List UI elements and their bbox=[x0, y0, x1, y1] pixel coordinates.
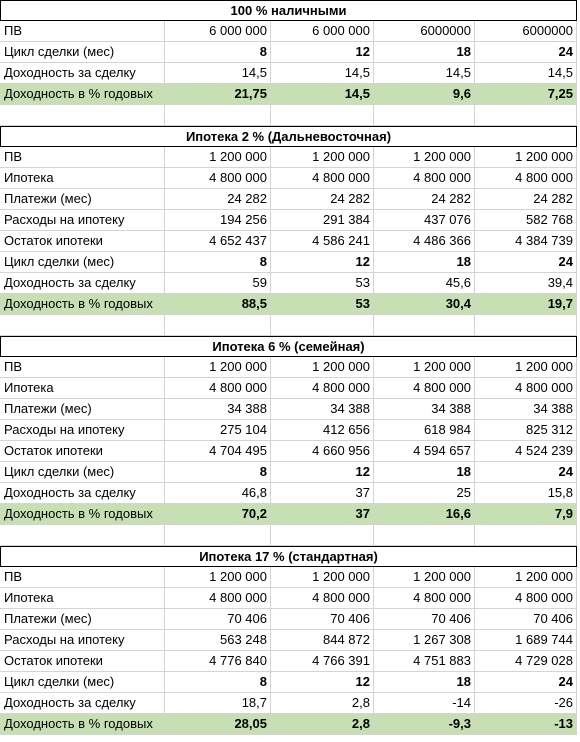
table-row bbox=[0, 651, 577, 672]
value-cell[interactable]: 4 800 000 bbox=[374, 588, 475, 608]
value-cell[interactable]: 24 282 bbox=[475, 189, 577, 209]
value-cell[interactable]: 4 766 391 bbox=[271, 651, 374, 671]
value-cell[interactable]: -9,3 bbox=[374, 714, 475, 734]
value-cell[interactable]: 16,6 bbox=[374, 504, 475, 524]
value-cell[interactable]: 88,5 bbox=[165, 294, 271, 314]
value-cell[interactable]: 1 200 000 bbox=[165, 567, 271, 587]
table-row bbox=[0, 462, 577, 483]
value-cell[interactable]: 70 406 bbox=[374, 609, 475, 629]
value-cell[interactable]: 70 406 bbox=[165, 609, 271, 629]
value-cell[interactable]: 45,6 bbox=[374, 273, 475, 293]
empty-cell[interactable] bbox=[165, 105, 271, 125]
empty-cell[interactable] bbox=[475, 525, 577, 545]
row-label-cell[interactable]: ПВ bbox=[0, 567, 165, 587]
section-title[interactable]: Ипотека 17 % (стандартная) bbox=[0, 546, 577, 567]
value-cell[interactable]: 4 594 657 bbox=[374, 441, 475, 461]
value-cell[interactable]: 4 800 000 bbox=[475, 378, 577, 398]
row-label-cell[interactable]: Доходность за сделку bbox=[0, 483, 165, 503]
value-cell[interactable]: 4 800 000 bbox=[475, 588, 577, 608]
row-label-cell[interactable]: Доходность в % годовых bbox=[0, 84, 165, 104]
value-cell[interactable]: 4 800 000 bbox=[374, 168, 475, 188]
row-label-cell[interactable]: Расходы на ипотеку bbox=[0, 630, 165, 650]
value-cell[interactable]: 6000000 bbox=[374, 21, 475, 41]
table-row bbox=[0, 378, 577, 399]
table-row bbox=[0, 693, 577, 714]
table-row bbox=[0, 252, 577, 273]
row-label-cell[interactable]: Цикл сделки (мес) bbox=[0, 462, 165, 482]
value-cell[interactable]: 59 bbox=[165, 273, 271, 293]
empty-cell[interactable] bbox=[475, 105, 577, 125]
value-cell[interactable]: 21,75 bbox=[165, 84, 271, 104]
value-cell[interactable]: 70,2 bbox=[165, 504, 271, 524]
section-title-row bbox=[0, 336, 577, 357]
row-label-cell[interactable]: ПВ bbox=[0, 21, 165, 41]
value-cell[interactable]: 4 776 840 bbox=[165, 651, 271, 671]
row-label-cell[interactable]: Ипотека bbox=[0, 168, 165, 188]
row-label-cell[interactable]: Платежи (мес) bbox=[0, 609, 165, 629]
row-label-cell[interactable]: Доходность в % годовых bbox=[0, 294, 165, 314]
value-cell[interactable]: 14,5 bbox=[475, 63, 577, 83]
value-cell[interactable]: 24 bbox=[475, 252, 577, 272]
value-cell[interactable]: 30,4 bbox=[374, 294, 475, 314]
row-label-cell[interactable]: ПВ bbox=[0, 147, 165, 167]
value-cell[interactable]: 1 200 000 bbox=[165, 147, 271, 167]
value-cell[interactable]: 4 751 883 bbox=[374, 651, 475, 671]
row-label-cell[interactable]: ПВ bbox=[0, 357, 165, 377]
value-cell[interactable]: 291 384 bbox=[271, 210, 374, 230]
row-label-cell[interactable]: Остаток ипотеки bbox=[0, 651, 165, 671]
value-cell[interactable]: 1 200 000 bbox=[374, 567, 475, 587]
value-cell[interactable]: 24 bbox=[475, 42, 577, 62]
row-label-cell[interactable]: Доходность в % годовых bbox=[0, 714, 165, 734]
empty-cell[interactable] bbox=[165, 525, 271, 545]
value-cell[interactable]: 2,8 bbox=[271, 714, 374, 734]
value-cell[interactable]: 53 bbox=[271, 273, 374, 293]
value-cell[interactable]: 4 800 000 bbox=[271, 168, 374, 188]
value-cell[interactable]: 4 729 028 bbox=[475, 651, 577, 671]
empty-cell[interactable] bbox=[374, 525, 475, 545]
value-cell[interactable]: 34 388 bbox=[374, 399, 475, 419]
value-cell[interactable]: 18 bbox=[374, 462, 475, 482]
value-cell[interactable]: 24 282 bbox=[165, 189, 271, 209]
value-cell[interactable]: 24 bbox=[475, 462, 577, 482]
value-cell[interactable]: 1 200 000 bbox=[475, 357, 577, 377]
value-cell[interactable]: 4 800 000 bbox=[165, 588, 271, 608]
value-cell[interactable]: 70 406 bbox=[271, 609, 374, 629]
table-row bbox=[0, 84, 577, 105]
value-cell[interactable]: 18,7 bbox=[165, 693, 271, 713]
value-cell[interactable]: 7,9 bbox=[475, 504, 577, 524]
value-cell[interactable]: 14,5 bbox=[165, 63, 271, 83]
table-row bbox=[0, 441, 577, 462]
value-cell[interactable]: 4 586 241 bbox=[271, 231, 374, 251]
value-cell[interactable]: 14,5 bbox=[271, 84, 374, 104]
empty-row bbox=[0, 105, 577, 126]
value-cell[interactable]: 39,4 bbox=[475, 273, 577, 293]
row-label-cell[interactable]: Расходы на ипотеку bbox=[0, 420, 165, 440]
section-title[interactable]: 100 % наличными bbox=[0, 0, 577, 21]
row-label-cell[interactable]: Расходы на ипотеку bbox=[0, 210, 165, 230]
value-cell[interactable]: 4 800 000 bbox=[165, 168, 271, 188]
table-row bbox=[0, 504, 577, 525]
value-cell[interactable]: 4 800 000 bbox=[271, 378, 374, 398]
value-cell[interactable]: -14 bbox=[374, 693, 475, 713]
row-label-cell[interactable]: Доходность за сделку bbox=[0, 693, 165, 713]
value-cell[interactable]: 24 bbox=[475, 672, 577, 692]
table-row bbox=[0, 714, 577, 735]
value-cell[interactable]: 6000000 bbox=[475, 21, 577, 41]
value-cell[interactable]: 1 200 000 bbox=[271, 567, 374, 587]
row-label-cell[interactable]: Остаток ипотеки bbox=[0, 231, 165, 251]
table-row bbox=[0, 231, 577, 252]
value-cell[interactable]: 34 388 bbox=[271, 399, 374, 419]
table-row bbox=[0, 168, 577, 189]
table-row bbox=[0, 672, 577, 693]
empty-cell[interactable] bbox=[0, 105, 165, 125]
value-cell[interactable]: 8 bbox=[165, 462, 271, 482]
section-title-row bbox=[0, 546, 577, 567]
value-cell[interactable]: 24 282 bbox=[374, 189, 475, 209]
value-cell[interactable]: 4 800 000 bbox=[271, 588, 374, 608]
empty-cell[interactable] bbox=[374, 315, 475, 335]
value-cell[interactable]: -13 bbox=[475, 714, 577, 734]
row-label-cell[interactable]: Доходность за сделку bbox=[0, 63, 165, 83]
value-cell[interactable]: 7,25 bbox=[475, 84, 577, 104]
table-row bbox=[0, 273, 577, 294]
table-row bbox=[0, 210, 577, 231]
value-cell[interactable]: 6 000 000 bbox=[271, 21, 374, 41]
value-cell[interactable]: 9,6 bbox=[374, 84, 475, 104]
value-cell[interactable]: -26 bbox=[475, 693, 577, 713]
value-cell[interactable]: 19,7 bbox=[475, 294, 577, 314]
empty-cell[interactable] bbox=[271, 315, 374, 335]
value-cell[interactable]: 37 bbox=[271, 504, 374, 524]
value-cell[interactable]: 14,5 bbox=[271, 63, 374, 83]
value-cell[interactable]: 53 bbox=[271, 294, 374, 314]
value-cell[interactable]: 1 200 000 bbox=[475, 147, 577, 167]
row-label-cell[interactable]: Остаток ипотеки bbox=[0, 441, 165, 461]
value-cell[interactable]: 4 800 000 bbox=[165, 378, 271, 398]
empty-cell[interactable] bbox=[374, 105, 475, 125]
value-cell[interactable]: 563 248 bbox=[165, 630, 271, 650]
section-title[interactable]: Ипотека 6 % (семейная) bbox=[0, 336, 577, 357]
empty-row bbox=[0, 315, 577, 336]
value-cell[interactable]: 18 bbox=[374, 252, 475, 272]
table-row bbox=[0, 147, 577, 168]
value-cell[interactable]: 18 bbox=[374, 672, 475, 692]
value-cell[interactable]: 12 bbox=[271, 672, 374, 692]
section-title-row bbox=[0, 126, 577, 147]
value-cell[interactable]: 825 312 bbox=[475, 420, 577, 440]
empty-row bbox=[0, 525, 577, 546]
value-cell[interactable]: 4 660 956 bbox=[271, 441, 374, 461]
section-title-row bbox=[0, 0, 577, 21]
value-cell[interactable]: 4 384 739 bbox=[475, 231, 577, 251]
row-label-cell[interactable]: Доходность в % годовых bbox=[0, 504, 165, 524]
value-cell[interactable]: 1 200 000 bbox=[475, 567, 577, 587]
table-row bbox=[0, 609, 577, 630]
value-cell[interactable]: 34 388 bbox=[165, 399, 271, 419]
value-cell[interactable]: 1 200 000 bbox=[271, 147, 374, 167]
value-cell[interactable]: 8 bbox=[165, 672, 271, 692]
row-label-cell[interactable]: Цикл сделки (мес) bbox=[0, 252, 165, 272]
table-row bbox=[0, 399, 577, 420]
value-cell[interactable]: 1 200 000 bbox=[374, 357, 475, 377]
value-cell[interactable]: 844 872 bbox=[271, 630, 374, 650]
value-cell[interactable]: 4 800 000 bbox=[475, 168, 577, 188]
empty-cell[interactable] bbox=[475, 315, 577, 335]
value-cell[interactable]: 4 486 366 bbox=[374, 231, 475, 251]
table-row bbox=[0, 21, 577, 42]
table-row bbox=[0, 63, 577, 84]
value-cell[interactable]: 582 768 bbox=[475, 210, 577, 230]
value-cell[interactable]: 1 689 744 bbox=[475, 630, 577, 650]
value-cell[interactable]: 437 076 bbox=[374, 210, 475, 230]
value-cell[interactable]: 4 704 495 bbox=[165, 441, 271, 461]
row-label-cell[interactable]: Ипотека bbox=[0, 378, 165, 398]
value-cell[interactable]: 18 bbox=[374, 42, 475, 62]
value-cell[interactable]: 15,8 bbox=[475, 483, 577, 503]
value-cell[interactable]: 1 267 308 bbox=[374, 630, 475, 650]
value-cell[interactable]: 25 bbox=[374, 483, 475, 503]
value-cell[interactable]: 12 bbox=[271, 252, 374, 272]
row-label-cell[interactable]: Цикл сделки (мес) bbox=[0, 672, 165, 692]
value-cell[interactable]: 37 bbox=[271, 483, 374, 503]
row-label-cell[interactable]: Доходность за сделку bbox=[0, 273, 165, 293]
value-cell[interactable]: 618 984 bbox=[374, 420, 475, 440]
value-cell[interactable]: 34 388 bbox=[475, 399, 577, 419]
value-cell[interactable]: 46,8 bbox=[165, 483, 271, 503]
value-cell[interactable]: 6 000 000 bbox=[165, 21, 271, 41]
table-row bbox=[0, 189, 577, 210]
row-label-cell[interactable]: Платежи (мес) bbox=[0, 189, 165, 209]
table-row bbox=[0, 420, 577, 441]
value-cell[interactable]: 8 bbox=[165, 42, 271, 62]
value-cell[interactable]: 194 256 bbox=[165, 210, 271, 230]
value-cell[interactable]: 275 104 bbox=[165, 420, 271, 440]
section-title[interactable]: Ипотека 2 % (Дальневосточная) bbox=[0, 126, 577, 147]
table-row bbox=[0, 588, 577, 609]
value-cell[interactable]: 2,8 bbox=[271, 693, 374, 713]
value-cell[interactable]: 24 282 bbox=[271, 189, 374, 209]
empty-cell[interactable] bbox=[271, 105, 374, 125]
empty-cell[interactable] bbox=[0, 525, 165, 545]
table-row bbox=[0, 294, 577, 315]
table-row bbox=[0, 42, 577, 63]
value-cell[interactable]: 4 524 239 bbox=[475, 441, 577, 461]
empty-cell[interactable] bbox=[271, 525, 374, 545]
table-row bbox=[0, 357, 577, 378]
value-cell[interactable]: 4 800 000 bbox=[374, 378, 475, 398]
value-cell[interactable]: 14,5 bbox=[374, 63, 475, 83]
table-row bbox=[0, 630, 577, 651]
value-cell[interactable]: 12 bbox=[271, 42, 374, 62]
value-cell[interactable]: 1 200 000 bbox=[271, 357, 374, 377]
empty-cell[interactable] bbox=[165, 315, 271, 335]
value-cell[interactable]: 4 652 437 bbox=[165, 231, 271, 251]
table-row bbox=[0, 567, 577, 588]
row-label-cell[interactable]: Платежи (мес) bbox=[0, 399, 165, 419]
row-label-cell[interactable]: Цикл сделки (мес) bbox=[0, 42, 165, 62]
value-cell[interactable]: 1 200 000 bbox=[165, 357, 271, 377]
row-label-cell[interactable]: Ипотека bbox=[0, 588, 165, 608]
value-cell[interactable]: 28,05 bbox=[165, 714, 271, 734]
value-cell[interactable]: 1 200 000 bbox=[374, 147, 475, 167]
value-cell[interactable]: 412 656 bbox=[271, 420, 374, 440]
value-cell[interactable]: 8 bbox=[165, 252, 271, 272]
value-cell[interactable]: 12 bbox=[271, 462, 374, 482]
table-row bbox=[0, 483, 577, 504]
value-cell[interactable]: 70 406 bbox=[475, 609, 577, 629]
empty-cell[interactable] bbox=[0, 315, 165, 335]
